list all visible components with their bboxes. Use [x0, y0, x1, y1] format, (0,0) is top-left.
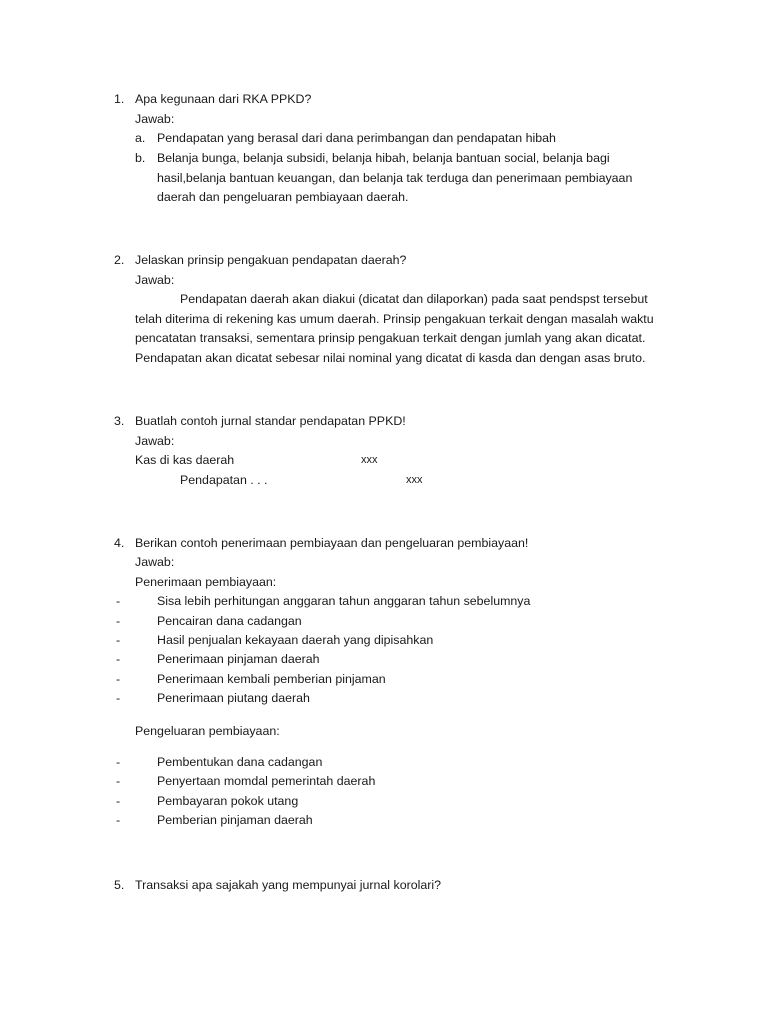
question-number: 4. [114, 536, 125, 550]
expenditures-heading: Pengeluaran pembiayaan: [135, 724, 280, 738]
list-item: Pembentukan dana cadangan [157, 755, 323, 769]
list-marker: b. [135, 151, 146, 165]
journal-credit-account: Pendapatan . . . [180, 473, 268, 487]
question-text: Transaksi apa sajakah yang mempunyai jurnal korolari? [135, 878, 442, 892]
question-number: 2. [114, 253, 125, 267]
receipts-heading: Penerimaan pembiayaan: [135, 575, 277, 589]
bullet: - [116, 794, 121, 808]
journal-debit-amount: xxx [361, 454, 378, 466]
list-item: Pembayaran pokok utang [157, 794, 299, 808]
question-text: Apa kegunaan dari RKA PPKD? [135, 92, 312, 106]
journal-credit-amount: xxx [406, 474, 423, 486]
answer-paragraph: Pendapatan daerah akan diakui (dicatat dan dilaporkan) pada saat pendspst tersebut telah diterima di rekening kas umum daerah. Prinsip pengakuan terkait dengan masalah waktu pencatatan transaksi, sementara prinsip pengakuan terkait dengan jumlah yang akan dicatat. Pendapatan akan dicatat sebesar nilai nominal yang dicatat di kasda dan dengan asas bruto. [135, 292, 654, 365]
list-item: Penyertaan momdal pemerintah daerah [157, 774, 376, 788]
list-item: Pencairan dana cadangan [157, 614, 302, 628]
journal-debit-account: Kas di kas daerah [135, 453, 235, 467]
bullet: - [116, 691, 121, 705]
answer-label: Jawab: [135, 273, 175, 287]
list-item: Sisa lebih perhitungan anggaran tahun anggaran tahun sebelumnya [157, 594, 531, 608]
question-text: Jelaskan prinsip pengakuan pendapatan daerah? [135, 253, 407, 267]
answer-label: Jawab: [135, 434, 175, 448]
bullet: - [116, 594, 121, 608]
list-item: Hasil penjualan kekayaan daerah yang dipisahkan [157, 633, 434, 647]
bullet: - [116, 652, 121, 666]
question-number: 1. [114, 92, 125, 106]
answer-label: Jawab: [135, 555, 175, 569]
list-item: Pendapatan yang berasal dari dana perimbangan dan pendapatan hibah [157, 131, 556, 145]
list-item: Belanja bunga, belanja subsidi, belanja hibah, belanja bantuan social, belanja bagi hasil,belanja bantuan keuangan, dan belanja tak terduga dan penerimaan pembiayaan daerah dan pengeluaran pembiayaan daerah. [157, 151, 633, 204]
answer-label: Jawab: [135, 112, 175, 126]
bullet: - [116, 614, 121, 628]
list-marker: a. [135, 131, 146, 145]
bullet: - [116, 774, 121, 788]
bullet: - [116, 672, 121, 686]
question-number: 5. [114, 878, 125, 892]
bullet: - [116, 633, 121, 647]
question-number: 3. [114, 414, 125, 428]
list-item: Penerimaan pinjaman daerah [157, 652, 320, 666]
question-text: Berikan contoh penerimaan pembiayaan dan pengeluaran pembiayaan! [135, 536, 529, 550]
bullet: - [116, 813, 121, 827]
bullet: - [116, 755, 121, 769]
question-text: Buatlah contoh jurnal standar pendapatan PPKD! [135, 414, 406, 428]
list-item: Penerimaan piutang daerah [157, 691, 310, 705]
list-item: Penerimaan kembali pemberian pinjaman [157, 672, 386, 686]
list-item: Pemberian pinjaman daerah [157, 813, 313, 827]
